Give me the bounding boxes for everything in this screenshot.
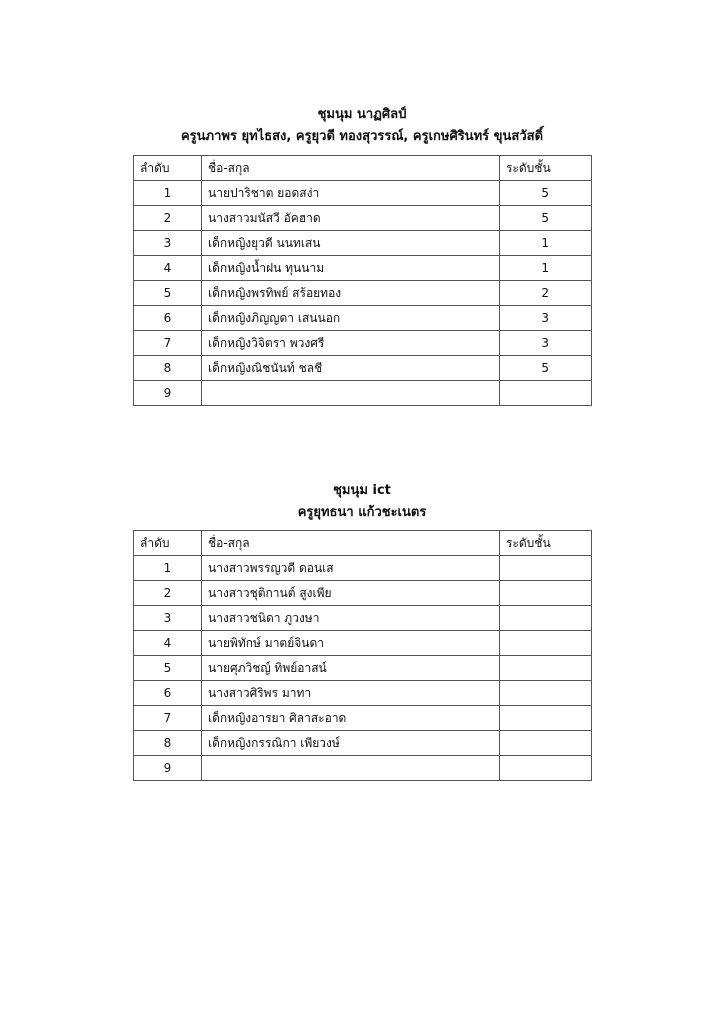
table-row: [134, 756, 592, 781]
row-no: 6: [134, 306, 202, 331]
header-name: ชื่อ-สกุล: [202, 531, 500, 556]
row-no: 7: [134, 706, 202, 731]
row-name: [202, 381, 500, 406]
table-row: [134, 681, 592, 706]
club1-section: [0, 104, 724, 148]
header-no: ลำดับ: [134, 156, 202, 181]
row-level: [500, 631, 592, 656]
row-name: นางสาวชนิดา ภูวงษา: [202, 606, 500, 631]
row-level: 3: [500, 306, 592, 331]
club2-teachers: ครูยุทธนา แก้วชะเนตร: [297, 505, 427, 520]
row-level: [500, 581, 592, 606]
row-no: 4: [134, 631, 202, 656]
club2-table: [133, 530, 592, 781]
table-header-row: [134, 531, 592, 556]
row-no: 5: [134, 281, 202, 306]
row-level: [500, 656, 592, 681]
row-no: 1: [134, 181, 202, 206]
club1-teachers: ครูนภาพร ยุทไธสง, ครูยุวดี ทองสุวรรณ์, ครูเกษศิรินทร์ ขุนสวัสดิ์: [180, 129, 544, 144]
row-name: เด็กหญิงกรรณิกา เพียวงษ์: [202, 731, 500, 756]
club2-section: [0, 480, 724, 524]
row-name: เด็กหญิงณิชนันท์ ชลชี: [202, 356, 500, 381]
table-row: [134, 231, 592, 256]
table-row: [134, 181, 592, 206]
row-no: 8: [134, 356, 202, 381]
table-row: [134, 306, 592, 331]
club1-title: ชุมนุม นาฏศิลป์: [317, 107, 407, 122]
row-no: 2: [134, 206, 202, 231]
row-name: เด็กหญิงพรทิพย์ สร้อยทอง: [202, 281, 500, 306]
table-row: [134, 381, 592, 406]
header-no: ลำดับ: [134, 531, 202, 556]
row-level: 3: [500, 331, 592, 356]
row-level: [500, 681, 592, 706]
table-row: [134, 706, 592, 731]
row-level: 2: [500, 281, 592, 306]
row-no: 2: [134, 581, 202, 606]
row-level: 5: [500, 356, 592, 381]
row-level: [500, 756, 592, 781]
table-row: [134, 206, 592, 231]
club2-title: ชุมนุม ict: [333, 483, 391, 498]
row-name: เด็กหญิงน้ำฝน ทุนนาม: [202, 256, 500, 281]
table-row: [134, 731, 592, 756]
row-name: เด็กหญิงอารยา ศิลาสะอาด: [202, 706, 500, 731]
row-no: 8: [134, 731, 202, 756]
row-no: 9: [134, 756, 202, 781]
row-name: เด็กหญิงยุวดี นนทเสน: [202, 231, 500, 256]
row-level: 1: [500, 231, 592, 256]
row-no: 3: [134, 231, 202, 256]
table-row: [134, 256, 592, 281]
table-row: [134, 356, 592, 381]
row-name: เด็กหญิงวิจิตรา พวงศรี: [202, 331, 500, 356]
row-no: 4: [134, 256, 202, 281]
row-name: นางสาวชุติกานต์ สูงเพีย: [202, 581, 500, 606]
row-level: [500, 706, 592, 731]
table-header-row: [134, 156, 592, 181]
header-level: ระดับชั้น: [500, 531, 592, 556]
row-no: 9: [134, 381, 202, 406]
table-row: [134, 631, 592, 656]
row-name: นางสาวพรรญวดี ดอนเส: [202, 556, 500, 581]
row-level: [500, 606, 592, 631]
row-level: [500, 556, 592, 581]
row-name: [202, 756, 500, 781]
row-no: 1: [134, 556, 202, 581]
row-name: นายพิทักษ์ มาตย์จินดา: [202, 631, 500, 656]
row-level: [500, 381, 592, 406]
table-row: [134, 581, 592, 606]
row-level: 5: [500, 181, 592, 206]
row-no: 3: [134, 606, 202, 631]
row-name: เด็กหญิงภิญญดา เสนนอก: [202, 306, 500, 331]
row-name: นางสาวมนัสวี อัคฮาด: [202, 206, 500, 231]
table-row: [134, 331, 592, 356]
table-row: [134, 606, 592, 631]
row-level: 5: [500, 206, 592, 231]
row-no: 6: [134, 681, 202, 706]
row-level: 1: [500, 256, 592, 281]
table-row: [134, 281, 592, 306]
header-name: ชื่อ-สกุล: [202, 156, 500, 181]
row-name: นายปาริชาต ยอดสง่า: [202, 181, 500, 206]
table-row: [134, 656, 592, 681]
header-level: ระดับชั้น: [500, 156, 592, 181]
row-name: นายศุภวิชญ์ ทิพย์อาสน์: [202, 656, 500, 681]
club1-table: [133, 155, 592, 406]
row-level: [500, 731, 592, 756]
row-no: 7: [134, 331, 202, 356]
row-name: นางสาวศิริพร มาทา: [202, 681, 500, 706]
row-no: 5: [134, 656, 202, 681]
table-row: [134, 556, 592, 581]
